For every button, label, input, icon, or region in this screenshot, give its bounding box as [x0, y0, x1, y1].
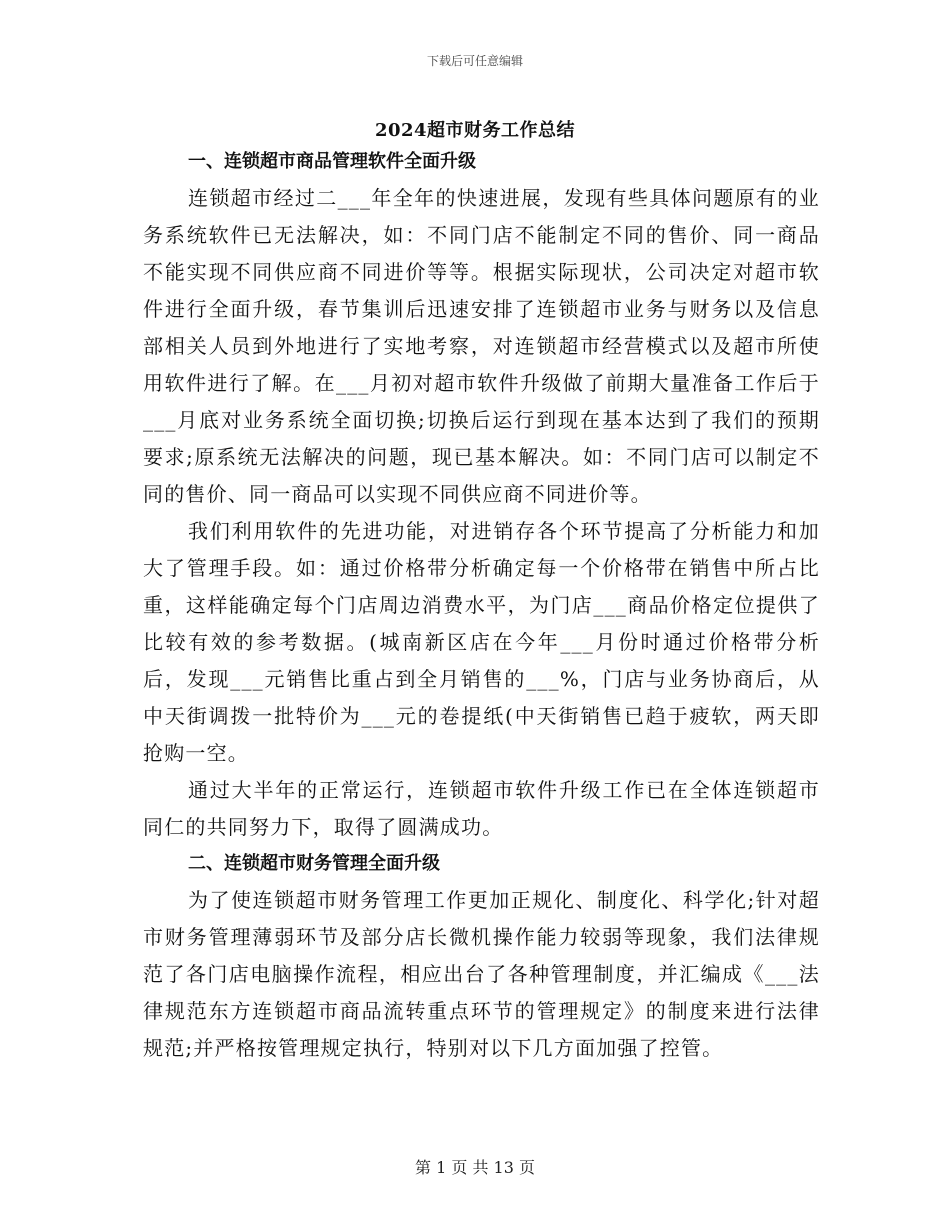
paragraph: 我们利用软件的先进功能，对进销存各个环节提高了分析能力和加大了管理手段。如：通过价格带分析确定每一个价格带在销售中所占比重，这样能确定每个门店周边消费水平，为门店___商品价格定位提供了比较有效的参考数据。(城南新区店在今年___月份时通过价格带分析后，发现___元销售比重占到全月销售的___%，门店与业务协商后，从中天街调拨一批特价为___元的卷提纸(中天街销售已趋于疲软，两天即抢购一空。	[143, 519, 820, 765]
page-number: 第 1 页 共 13 页	[415, 1158, 535, 1177]
section-heading: 一、连锁超市商品管理软件全面升级	[188, 151, 476, 172]
paragraph: 连锁超市经过二___年全年的快速进展，发现有些具体问题原有的业务系统软件已无法解决，如：不同门店不能制定不同的售价、同一商品不能实现不同供应商不同进价等等。根据实际现状，公司决定对超市软件进行全面升级，春节集训后迅速安排了连锁超市业务与财务以及信息部相关人员到外地进行了实地考察，对连锁超市经营模式以及超市所使用软件进行了解。在___月初对超市软件升级做了前期大量准备工作后于___月底对业务系统全面切换;切换后运行到现在基本达到了我们的预期要求;原系统无法解决的问题，现已基本解决。如：不同门店可以制定不同的售价、同一商品可以实现不同供应商不同进价等。	[143, 186, 820, 506]
document-body	[143, 144, 820, 1067]
section-heading: 二、连锁超市财务管理全面升级	[188, 853, 440, 874]
paragraph: 通过大半年的正常运行，连锁超市软件升级工作已在全体连锁超市同仁的共同努力下，取得了圆满成功。	[143, 778, 820, 839]
paragraph: 为了使连锁超市财务管理工作更加正规化、制度化、科学化;针对超市财务管理薄弱环节及部分店长微机操作能力较弱等现象，我们法律规范了各门店电脑操作流程，相应出台了各种管理制度，并汇编成《___法律规范东方连锁超市商品流转重点环节的管理规定》的制度来进行法律规范;并严格按管理规定执行，特别对以下几方面加强了控管。	[143, 888, 820, 1060]
page-header-note: 下载后可任意编辑	[426, 54, 523, 68]
document-title: 2024超市财务工作总结	[374, 120, 576, 141]
